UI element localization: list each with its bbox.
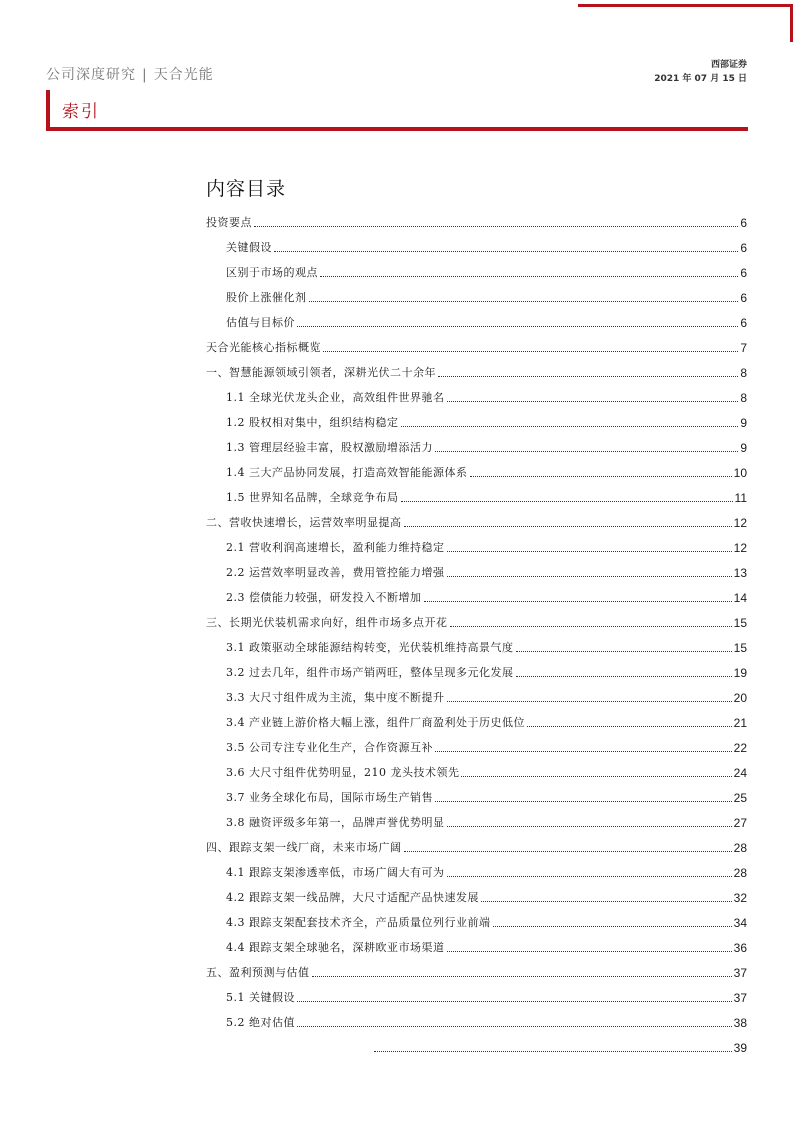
- toc-dot-leader: [297, 1026, 732, 1027]
- header-separator: |: [142, 67, 148, 83]
- toc-entry-label: 2.1 营收利润高速增长，盈利能力维持稳定: [226, 541, 445, 554]
- toc-entry-page: 6: [740, 216, 747, 230]
- toc-entry-page: 11: [734, 491, 747, 505]
- toc-entry-page: 36: [733, 941, 747, 955]
- toc-entry[interactable]: [226, 885, 747, 905]
- toc-dot-leader: [404, 851, 732, 852]
- toc-entry-label: 投资要点: [206, 216, 252, 229]
- toc-entry[interactable]: [206, 610, 747, 630]
- section-title: 索引: [62, 102, 100, 122]
- toc-entry-label: 1.2 股权相对集中，组织结构稳定: [226, 416, 399, 429]
- toc-entry-page: 34: [733, 916, 747, 930]
- toc-dot-leader: [481, 901, 732, 902]
- toc-entry-page: 27: [733, 816, 747, 830]
- toc-entry-page: 6: [740, 266, 747, 280]
- toc-entry[interactable]: [226, 760, 747, 780]
- toc-entry[interactable]: [372, 1035, 747, 1055]
- toc-entry-label: 3.1 政策驱动全球能源结构转变，光伏装机维持高景气度: [226, 641, 514, 654]
- toc-entry[interactable]: [226, 860, 747, 880]
- toc-entry[interactable]: [226, 385, 747, 405]
- toc-entry[interactable]: [226, 485, 747, 505]
- toc-entry-label: 2.3 偿债能力较强，研发投入不断增加: [226, 591, 422, 604]
- toc-entry-page: 13: [733, 566, 747, 580]
- toc-entry-page: 15: [733, 641, 747, 655]
- toc-entry[interactable]: [226, 310, 747, 330]
- toc-dot-leader: [297, 1001, 732, 1002]
- toc-entry-page: 15: [733, 616, 747, 630]
- toc-dot-leader: [493, 926, 732, 927]
- toc-entry[interactable]: [226, 685, 747, 705]
- toc-dot-leader: [527, 726, 732, 727]
- toc-entry[interactable]: [226, 460, 747, 480]
- toc-entry-label: 一、智慧能源领域引领者，深耕光伏二十余年: [206, 366, 436, 379]
- toc-entry-label: 3.4 产业链上游价格大幅上涨，组件厂商盈利处于历史低位: [226, 716, 525, 729]
- toc-entry-page: 37: [733, 991, 747, 1005]
- toc-entry[interactable]: [206, 335, 747, 355]
- toc-entry-page: 8: [740, 391, 747, 405]
- toc-entry-label: 估值与目标价: [226, 316, 295, 329]
- toc-entry-page: 21: [733, 716, 747, 730]
- toc-entry[interactable]: [226, 935, 747, 955]
- toc-dot-leader: [447, 551, 732, 552]
- toc-entry-label: 4.1 跟踪支架渗透率低，市场广阔大有可为: [226, 866, 445, 879]
- toc-dot-leader: [274, 251, 738, 252]
- toc-entry-label: 关键假设: [226, 241, 272, 254]
- toc-entry-label: 四、跟踪支架一线厂商，未来市场广阔: [206, 841, 402, 854]
- toc-entry-label: 二、营收快速增长，运营效率明显提高: [206, 516, 402, 529]
- toc-entry-page: 6: [740, 241, 747, 255]
- toc-dot-leader: [447, 701, 732, 702]
- toc-title: 内容目录: [206, 178, 287, 200]
- toc-entry[interactable]: [226, 435, 747, 455]
- toc-dot-leader: [404, 526, 732, 527]
- toc-entry-label: 1.4 三大产品协同发展，打造高效智能能源体系: [226, 466, 468, 479]
- toc-entry[interactable]: [226, 810, 747, 830]
- toc-entry-page: 28: [733, 866, 747, 880]
- toc-entry[interactable]: [226, 560, 747, 580]
- toc-dot-leader: [516, 651, 732, 652]
- toc-entry-label: 4.3 跟踪支架配套技术齐全，产品质量位列行业前端: [226, 916, 491, 929]
- toc-entry-page: 14: [733, 591, 747, 605]
- toc-entry-page: 6: [740, 316, 747, 330]
- toc-entry-page: 20: [733, 691, 747, 705]
- toc-dot-leader: [320, 276, 738, 277]
- toc-entry-label: 3.6 大尺寸组件优势明显，210 龙头技术领先: [226, 766, 460, 779]
- toc-entry-page: 7: [740, 341, 747, 355]
- toc-entry[interactable]: [226, 585, 747, 605]
- toc-entry[interactable]: [226, 535, 747, 555]
- toc-entry-label: 5.2 绝对估值: [226, 1016, 295, 1029]
- toc-entry[interactable]: [226, 260, 747, 280]
- toc-entry-page: 10: [733, 466, 747, 480]
- toc-entry-page: 24: [733, 766, 747, 780]
- toc-entry[interactable]: [206, 360, 747, 380]
- report-date: 2021 年 07 月 15 日: [654, 74, 747, 84]
- toc-entry-page: 37: [733, 966, 747, 980]
- toc-entry-page: 9: [740, 441, 747, 455]
- toc-dot-leader: [312, 976, 732, 977]
- toc-entry-label: 1.1 全球光伏龙头企业，高效组件世界驰名: [226, 391, 445, 404]
- toc-dot-leader: [424, 601, 732, 602]
- toc-entry[interactable]: [226, 710, 747, 730]
- toc-entry-label: 天合光能核心指标概览: [206, 341, 321, 354]
- toc-entry-label: 5.1 关键假设: [226, 991, 295, 1004]
- toc-entry[interactable]: [226, 910, 747, 930]
- toc-entry-page: 32: [733, 891, 747, 905]
- toc-entry[interactable]: [226, 235, 747, 255]
- toc-entry[interactable]: [206, 210, 747, 230]
- toc-entry-page: 22: [733, 741, 747, 755]
- toc-entry-label: 区别于市场的观点: [226, 266, 318, 279]
- toc-entry-label: 股价上涨催化剂: [226, 291, 307, 304]
- toc-entry-label: 三、长期光伏装机需求向好，组件市场多点开花: [206, 616, 448, 629]
- toc-entry-page: 12: [733, 541, 747, 555]
- toc-dot-leader: [450, 626, 732, 627]
- toc-entry-label: 3.8 融资评级多年第一，品牌声誉优势明显: [226, 816, 445, 829]
- toc-entry[interactable]: [226, 285, 747, 305]
- toc-dot-leader: [254, 226, 738, 227]
- toc-entry-page: 38: [733, 1016, 747, 1030]
- toc-entry-label: 3.3 大尺寸组件成为主流，集中度不断提升: [226, 691, 445, 704]
- toc-dot-leader: [447, 951, 732, 952]
- toc-entry-page: 39: [733, 1041, 747, 1055]
- toc-entry-page: 28: [733, 841, 747, 855]
- toc-entry[interactable]: [226, 660, 747, 680]
- brand-logo-text: 西部证券: [710, 60, 747, 70]
- toc-entry-label: 1.5 世界知名品牌，全球竞争布局: [226, 491, 399, 504]
- toc-entry[interactable]: [226, 635, 747, 655]
- toc-entry[interactable]: [206, 835, 747, 855]
- toc-dot-leader: [435, 751, 732, 752]
- toc-entry-page: 9: [740, 416, 747, 430]
- toc-entry-label: 2.2 运营效率明显改善，费用管控能力增强: [226, 566, 445, 579]
- toc-entry[interactable]: [226, 785, 747, 805]
- toc-dot-leader: [470, 476, 732, 477]
- toc-dot-leader: [447, 876, 732, 877]
- toc-entry-page: 25: [733, 791, 747, 805]
- toc-entry[interactable]: [226, 985, 747, 1005]
- company-name: 天合光能: [153, 67, 214, 83]
- toc-dot-leader: [438, 376, 738, 377]
- toc-dot-leader: [516, 676, 732, 677]
- toc-entry-label: 3.5 公司专注专业化生产，合作资源互补: [226, 741, 433, 754]
- toc-dot-leader: [401, 501, 733, 502]
- toc-dot-leader: [447, 576, 732, 577]
- report-type: 公司深度研究: [46, 67, 136, 83]
- toc-dot-leader: [435, 451, 738, 452]
- toc-entry[interactable]: [206, 960, 747, 980]
- toc-entry-label: 4.2 跟踪支架一线品牌，大尺寸适配产品快速发展: [226, 891, 479, 904]
- toc-entry-label: 五、盈利预测与估值: [206, 966, 310, 979]
- toc-entry-page: 8: [740, 366, 747, 380]
- toc-entry-page: 12: [733, 516, 747, 530]
- toc-entry-page: 19: [733, 666, 747, 680]
- toc-entry-label: 3.7 业务全球化布局，国际市场生产销售: [226, 791, 433, 804]
- toc-dot-leader: [435, 801, 732, 802]
- toc-entry[interactable]: [206, 510, 747, 530]
- toc-dot-leader: [401, 426, 739, 427]
- toc-entry[interactable]: [226, 1010, 747, 1030]
- toc-dot-leader: [309, 301, 739, 302]
- toc-entry[interactable]: [226, 410, 747, 430]
- toc-dot-leader: [297, 326, 738, 327]
- toc-entry-label: 4.4 跟踪支架全球驰名，深耕欧亚市场渠道: [226, 941, 445, 954]
- toc-dot-leader: [323, 351, 738, 352]
- toc-entry[interactable]: [226, 735, 747, 755]
- toc-dot-leader: [374, 1051, 732, 1052]
- toc-dot-leader: [461, 776, 731, 777]
- toc-entry-page: 6: [740, 291, 747, 305]
- toc-dot-leader: [447, 401, 739, 402]
- toc-entry-label: 1.3 管理层经验丰富，股权激励增添活力: [226, 441, 433, 454]
- toc-entry-label: 3.2 过去几年，组件市场产销两旺，整体呈现多元化发展: [226, 666, 514, 679]
- toc-dot-leader: [447, 826, 732, 827]
